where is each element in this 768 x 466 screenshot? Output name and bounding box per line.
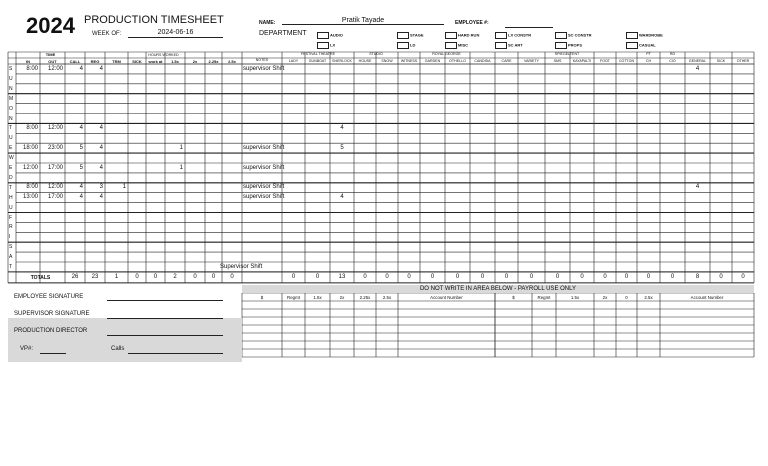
venue-col-19: OTHER <box>736 59 750 63</box>
day-letter: I <box>9 234 11 241</box>
production-director-label: PRODUCTION DIRECTOR <box>14 328 88 334</box>
venue-total-6: 0 <box>430 273 435 280</box>
vp-label: VP#: <box>20 346 34 352</box>
total-6: 0 <box>193 273 197 280</box>
venue-total-3: 0 <box>363 273 367 280</box>
day-letter: E <box>9 145 13 152</box>
week-of-label: WEEK OF: <box>92 31 122 37</box>
venue-col-5: WITNESS <box>400 59 418 63</box>
payroll-col-1-6: Account Number <box>690 294 724 300</box>
entry-venue-general: 4 <box>695 65 700 72</box>
time-col-0: IN <box>26 59 30 64</box>
first-note: supervisor Shift <box>243 65 285 72</box>
venue-total-1: 0 <box>315 273 320 280</box>
total-4: 0 <box>153 273 158 280</box>
day-letter: S <box>9 244 13 251</box>
venue-total-5: 0 <box>407 273 411 280</box>
entry-venue-sherlock: 5 <box>340 144 344 151</box>
entry-out: 23:00 <box>47 144 63 151</box>
vp-field[interactable] <box>40 353 66 354</box>
entry-trm: 1 <box>122 184 126 191</box>
entry-venue-sherlock: 4 <box>340 124 344 131</box>
payroll-col-0-4: 2.25x <box>359 294 371 300</box>
department-label: DEPARTMENT <box>259 30 307 37</box>
day-letter: U <box>9 135 13 142</box>
time-col-1: OUT <box>48 59 57 64</box>
entry-out: 12:00 <box>47 184 63 191</box>
hours-col-2: SICK <box>132 59 142 64</box>
entry-reg: 3 <box>99 184 103 191</box>
entry-call: 5 <box>79 144 83 151</box>
entry-out: 17:00 <box>47 164 63 171</box>
time-header: TIME <box>45 52 56 57</box>
day-letter: A <box>9 254 13 261</box>
venue-total-13: 0 <box>603 273 607 280</box>
venue-total-2: 13 <box>338 273 346 280</box>
entry-x2: 1 <box>179 144 183 151</box>
department-option-label: STAGE <box>410 32 424 38</box>
venue-col-17: GENERAL <box>688 59 707 63</box>
venue-total-7: 0 <box>455 273 460 280</box>
week-of-field[interactable]: 2024-06-16 <box>128 29 223 38</box>
day-letter: D <box>9 174 13 181</box>
venue-total-8: 0 <box>480 273 485 280</box>
entry-in: 8:00 <box>26 65 38 72</box>
total-3: 0 <box>135 273 139 280</box>
day-letter: H <box>9 194 13 201</box>
department-option-label: LX CONSTR <box>508 32 532 38</box>
payroll-banner: DO NOT WRITE IN AREA BELOW - PAYROLL USE ONLY <box>242 285 754 293</box>
payroll-col-1-3: 2x <box>602 294 608 300</box>
payroll-col-1-5: 2.5x <box>644 294 653 300</box>
venue-total-16: 0 <box>670 273 675 280</box>
entry-in: 18:00 <box>22 144 38 151</box>
hours-col-0: REG <box>90 59 100 64</box>
bottom-note: Supervisor Shift <box>220 263 263 270</box>
time-col-2: CALL <box>69 59 81 64</box>
venue-col-10: VARIETY <box>523 59 540 63</box>
total-2: 1 <box>114 273 119 280</box>
department-option-label: LD <box>410 42 416 48</box>
department-option-label: AUDIO <box>330 32 343 38</box>
venue-group-5: RD <box>669 52 676 56</box>
day-letter: T <box>9 184 13 191</box>
day-letter: M <box>9 95 14 102</box>
venue-col-3: HOUSE <box>358 59 372 63</box>
hours-header: HOURS WORKED <box>148 53 179 57</box>
director-shaded-area <box>8 318 242 362</box>
department-option-label: WARDROBE <box>639 32 663 38</box>
venue-col-0: LADY <box>288 59 299 63</box>
day-letter: F <box>9 214 13 221</box>
day-letter: T <box>9 125 13 132</box>
payroll-col-1-1: Regmt <box>537 294 551 300</box>
day-letter: W <box>9 155 14 162</box>
entry-reg: 4 <box>99 194 103 201</box>
employee-signature-line[interactable] <box>107 300 223 301</box>
payroll-col-1-2: 1.5x <box>570 294 580 300</box>
venue-total-19: 0 <box>741 273 745 280</box>
venue-total-14: 0 <box>624 273 629 280</box>
payroll-col-1-4: 0 <box>625 294 628 300</box>
payroll-col-0-0: $ <box>260 294 264 300</box>
day-letter: U <box>9 75 13 82</box>
venue-total-12: 0 <box>580 273 584 280</box>
venue-group-0: FESTIVAL THEATRE <box>300 52 335 56</box>
hours-col-6: 2.25x <box>208 59 219 64</box>
day-letter: T <box>9 264 13 270</box>
venue-col-14: COTTON <box>618 59 635 63</box>
entry-note: supervisor Shift <box>243 184 285 191</box>
venue-col-15: CH <box>645 59 652 63</box>
payroll-col-1-0: $ <box>512 294 515 300</box>
venue-col-2: SHERLOCK <box>332 59 352 63</box>
entry-in: 8:00 <box>26 124 38 131</box>
entry-venue-sherlock: 4 <box>340 194 344 201</box>
calls-field[interactable] <box>128 353 223 354</box>
hours-col-1: TRM <box>112 59 121 64</box>
day-letter: U <box>9 204 13 211</box>
entry-venue-general: 4 <box>695 184 700 191</box>
venue-group-2: ROYAL GEORGE <box>432 52 461 56</box>
department-option-label: PROPS <box>568 42 583 48</box>
department-option-label: LX <box>330 42 336 48</box>
day-letter: E <box>9 165 13 171</box>
total-7: 0 <box>211 273 216 280</box>
day-letter: N <box>9 85 13 92</box>
entry-reg: 4 <box>99 124 103 131</box>
venue-col-1: GUNBOAT <box>308 59 327 63</box>
venue-total-0: 0 <box>291 273 296 280</box>
production-director-line[interactable] <box>107 335 223 336</box>
venue-total-17: 8 <box>695 273 700 280</box>
entry-call: 5 <box>79 164 83 171</box>
venue-col-12: KAYAPALTI <box>572 59 592 63</box>
payroll-col-0-3: 2x <box>339 294 345 300</box>
venue-total-15: 0 <box>646 273 651 280</box>
total-1: 23 <box>91 273 99 280</box>
venue-col-8: CANDIDA <box>474 59 491 63</box>
hours-col-7: 2.5x <box>228 59 236 64</box>
supervisor-signature-label: SUPERVISOR SIGNATURE <box>14 311 90 317</box>
entry-call: 4 <box>79 65 83 72</box>
venue-col-13: FOOT <box>600 59 610 63</box>
day-letter: R <box>9 224 13 231</box>
venue-total-4: 0 <box>385 273 389 280</box>
supervisor-signature-line[interactable] <box>107 318 223 319</box>
entry-note: supervisor Shift <box>243 164 285 171</box>
venue-col-7: OTHELLO <box>449 59 466 63</box>
total-0: 26 <box>71 273 79 280</box>
entry-call: 4 <box>79 194 83 201</box>
totals-label: TOTALS <box>30 274 51 281</box>
venue-group-4: PT <box>646 52 651 56</box>
hours-col-4: 1.5x <box>171 59 179 64</box>
entry-reg: 4 <box>99 144 103 151</box>
entry-reg: 4 <box>99 65 103 72</box>
venue-total-10: 0 <box>529 273 534 280</box>
entry-out: 12:00 <box>47 65 63 72</box>
payroll-col-0-5: 2.5x <box>382 294 392 300</box>
department-option-label: HARD RUN <box>458 32 480 38</box>
employee-number-label: EMPLOYEE #: <box>455 20 489 26</box>
total-5: 2 <box>173 273 177 280</box>
venue-group-1: STUDIO <box>369 52 383 56</box>
calls-label: Calls <box>111 346 125 352</box>
entry-reg: 4 <box>99 164 103 171</box>
day-letter: O <box>9 105 13 112</box>
page-title: PRODUCTION TIMESHEET <box>84 14 224 26</box>
entry-call: 4 <box>79 184 83 191</box>
day-letter: N <box>9 115 13 122</box>
venue-col-4: SNOW <box>381 59 393 63</box>
hours-col-3: work at <box>148 59 163 64</box>
entry-in: 12:00 <box>22 164 38 171</box>
year: 2024 <box>26 13 75 38</box>
entry-in: 13:00 <box>22 194 38 201</box>
department-option-label: MISC <box>458 42 468 48</box>
venue-total-18: 0 <box>719 273 723 280</box>
payroll-col-0-1: Regmt <box>287 294 300 300</box>
entry-call: 4 <box>79 124 83 131</box>
entry-out: 12:00 <box>47 124 63 131</box>
venue-group-3: SPIEGELTENT <box>554 52 580 56</box>
notes-header: NOTES <box>255 58 269 62</box>
entry-in: 8:00 <box>26 184 38 191</box>
employee-signature-label: EMPLOYEE SIGNATURE <box>14 294 84 300</box>
day-letter: S <box>9 66 13 72</box>
payroll-col-0-6: Account Number <box>430 294 463 300</box>
venue-total-9: 0 <box>504 273 509 280</box>
entry-x2: 1 <box>179 164 183 171</box>
hours-col-5: 2x <box>192 59 198 64</box>
name-field[interactable]: Pratik Tayade <box>282 17 444 25</box>
total-8: 0 <box>230 273 234 280</box>
department-option-label: SC CONSTR <box>568 32 592 38</box>
venue-total-11: 0 <box>555 273 560 280</box>
venue-col-16: CIO <box>669 59 676 63</box>
entry-out: 17:00 <box>47 194 63 201</box>
department-option-label: CASUAL <box>639 42 656 48</box>
venue-col-6: GARDEN <box>424 59 441 63</box>
payroll-col-0-2: 1.5x <box>313 294 322 300</box>
department-option-label: SC ART <box>508 42 523 48</box>
entry-note: supervisor Shift <box>243 144 285 151</box>
venue-col-11: SMS <box>553 59 562 63</box>
venue-col-9: CARE <box>501 59 512 63</box>
name-label: NAME: <box>259 20 276 26</box>
venue-col-18: SICK <box>716 59 726 63</box>
entry-note: supervisor Shift <box>243 194 285 201</box>
